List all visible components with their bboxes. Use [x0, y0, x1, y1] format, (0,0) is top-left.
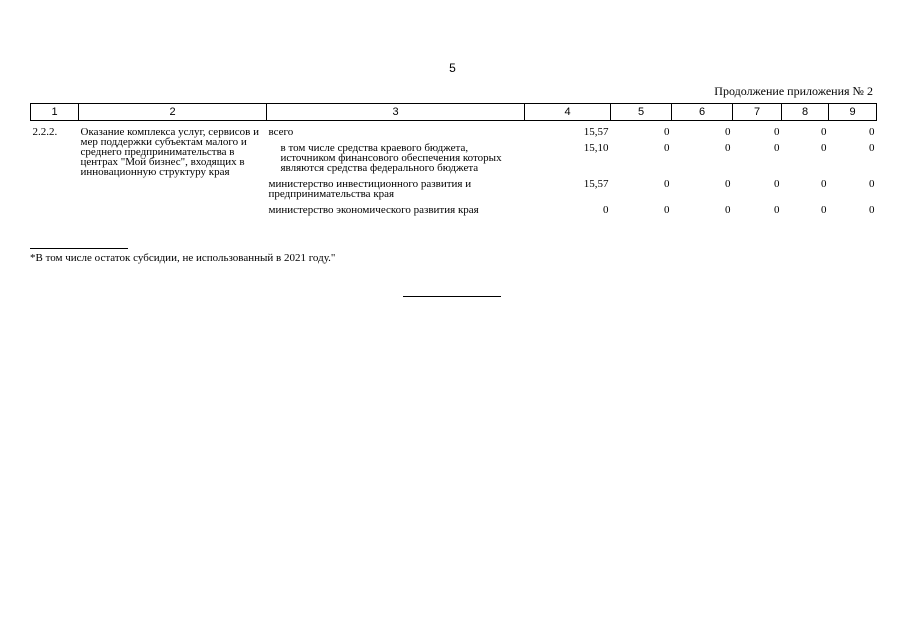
value-cell: 0 — [664, 142, 670, 154]
value-cell: 0 — [725, 204, 731, 216]
value-cell: 0 — [603, 204, 609, 216]
value-cell: 0 — [821, 204, 827, 216]
appendix-continuation-note: Продолжение приложения № 2 — [714, 84, 873, 98]
footnote: *В том числе остаток субсидии, не использованный в 2021 году." — [30, 252, 336, 264]
value-cell: 0 — [664, 126, 670, 138]
value-cell: 0 — [664, 178, 670, 190]
footnote-separator — [30, 248, 128, 249]
value-cell: 0 — [725, 126, 731, 138]
value-cell: 0 — [774, 126, 780, 138]
value-cell: 0 — [725, 142, 731, 154]
column-header: 8 — [782, 104, 829, 121]
column-header: 5 — [611, 104, 672, 121]
funding-source: в том числе средства краевого бюджета, источником финансового обеспечения которых являются средства федерального бюджета — [280, 142, 502, 174]
value-cell: 0 — [821, 178, 827, 190]
funding-source: всего — [268, 126, 294, 138]
value-cell: 0 — [869, 204, 875, 216]
column-header: 2 — [79, 104, 267, 121]
value-cell: 0 — [774, 204, 780, 216]
value-cell: 0 — [774, 142, 780, 154]
funding-table — [30, 103, 877, 215]
value-cell: 0 — [821, 142, 827, 154]
value-cell: 0 — [869, 126, 875, 138]
value-cell: 0 — [664, 204, 670, 216]
table-header-row — [31, 104, 877, 121]
column-header: 9 — [829, 104, 877, 121]
funding-source: министерство инвестиционного развития и предпринимательства края — [268, 178, 472, 200]
column-header: 3 — [267, 104, 525, 121]
page-number: 5 — [449, 61, 456, 75]
value-cell: 0 — [774, 178, 780, 190]
value-cell: 0 — [725, 178, 731, 190]
funding-source: министерство экономического развития края — [268, 204, 479, 216]
column-header: 1 — [31, 104, 79, 121]
value-cell: 0 — [821, 126, 827, 138]
value-cell: 15,57 — [583, 178, 609, 190]
value-cell: 0 — [869, 142, 875, 154]
column-header: 7 — [733, 104, 782, 121]
column-header: 4 — [525, 104, 611, 121]
table-row — [31, 121, 877, 138]
value-cell: 15,10 — [583, 142, 609, 154]
item-name: Оказание комплекса услуг, сервисов и мер поддержки субъектам малого и среднего предпринимательства в центрах "Мой бизнес", входящих в инновационную структуру края — [80, 126, 259, 178]
value-cell: 15,57 — [583, 126, 609, 138]
value-cell: 0 — [869, 178, 875, 190]
end-of-document-rule — [403, 296, 501, 297]
column-header: 6 — [672, 104, 733, 121]
item-code: 2.2.2. — [32, 126, 58, 138]
